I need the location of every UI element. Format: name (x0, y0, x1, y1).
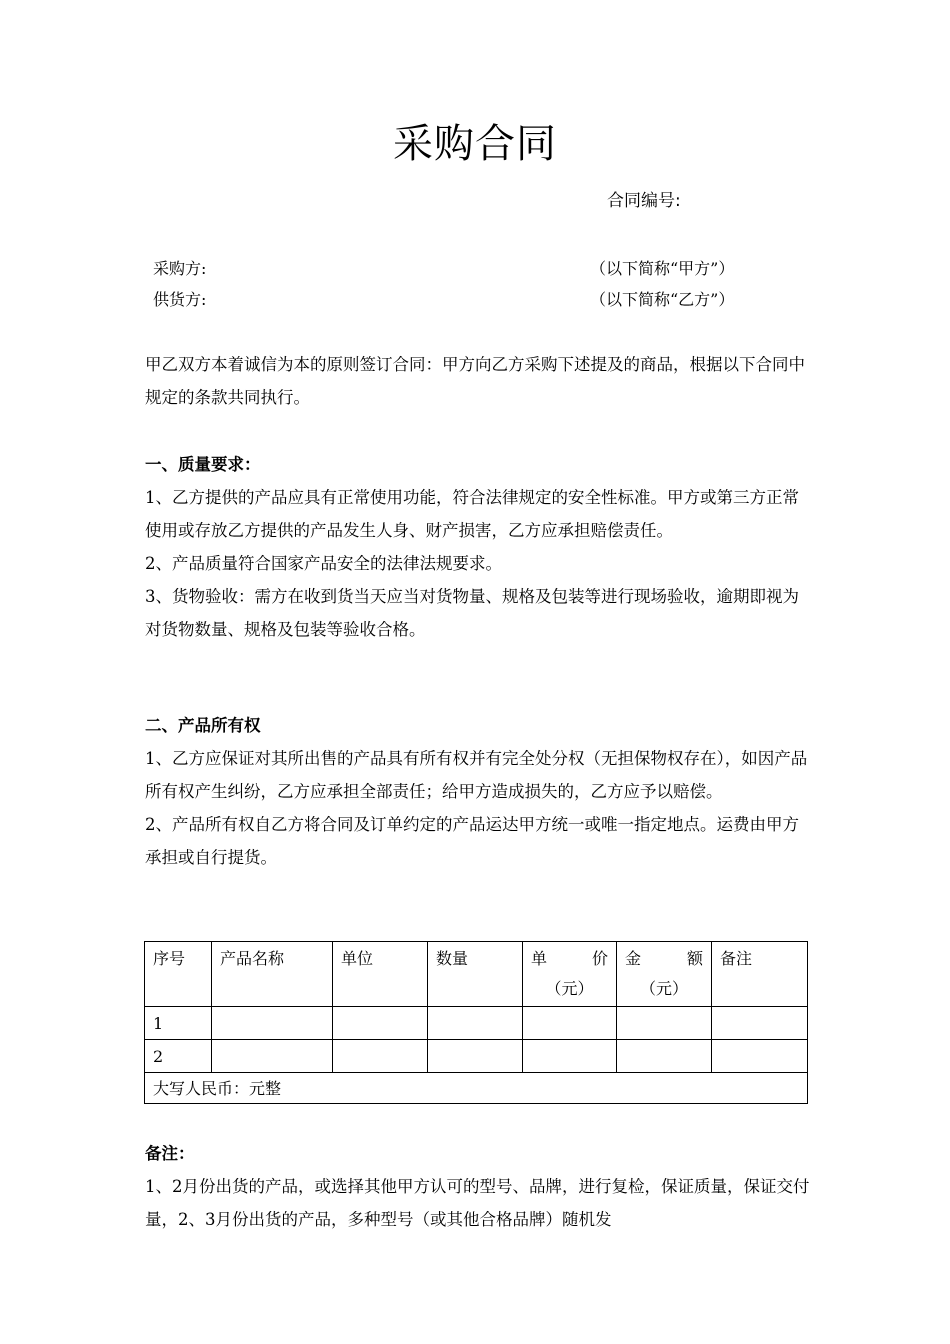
header-seq: 序号 (145, 942, 212, 1007)
supplier-alias: （以下简称“乙方”） (590, 290, 735, 309)
supplier-label: 供货方: (153, 290, 207, 309)
row-seq: 2 (145, 1040, 212, 1073)
row-cell (617, 1040, 712, 1073)
contract-title: 采购合同 (393, 121, 557, 167)
row-cell (333, 1040, 428, 1073)
buyer-alias: （以下简称“甲方”） (590, 259, 735, 278)
section1-body (145, 481, 810, 646)
section2-heading: 二、产品所有权 (145, 716, 261, 735)
header-unit: 单位 (333, 942, 428, 1007)
section2-item: 1、乙方应保证对其所出售的产品具有所有权并有完全处分权（无担保物权存在），如因产品所有权产生纠纷，乙方应承担全部责任；给甲方造成损失的，乙方应予以赔偿。 (145, 749, 808, 801)
section1-item: 2、产品质量符合国家产品安全的法律法规要求。 (145, 554, 502, 573)
header-amount: 金 额 （元） (617, 942, 712, 1007)
section2-body (145, 742, 810, 874)
row-cell (712, 1040, 808, 1073)
notes-body (145, 1170, 810, 1236)
buyer-line (153, 256, 773, 282)
supplier-line (153, 287, 773, 313)
section1-item: 1、乙方提供的产品应具有正常使用功能，符合法律规定的安全性标准。甲方或第三方正常使用或存放乙方提供的产品发生人身、财产损害，乙方应承担赔偿责任。 (145, 488, 799, 540)
table-row (145, 1040, 808, 1073)
table-total-row (145, 1073, 808, 1104)
row-cell (428, 1040, 523, 1073)
table-header-row (145, 942, 808, 1007)
goods-table (144, 941, 808, 1104)
header-remark: 备注 (712, 942, 808, 1007)
row-cell (523, 1007, 617, 1040)
notes-heading: 备注： (145, 1144, 195, 1163)
header-unit-price: 单 价 （元） (523, 942, 617, 1007)
total-amount-label: 大写人民币：元整 (145, 1073, 808, 1104)
row-seq: 1 (145, 1007, 212, 1040)
row-cell (712, 1007, 808, 1040)
row-cell (212, 1040, 333, 1073)
section1-heading: 一、质量要求： (145, 455, 261, 474)
section2-item: 2、产品所有权自乙方将合同及订单约定的产品运达甲方统一或唯一指定地点。运费由甲方承担或自行提货。 (145, 815, 799, 867)
intro-paragraph: 甲乙双方本着诚信为本的原则签订合同：甲方向乙方采购下述提及的商品，根据以下合同中规定的条款共同执行。 (145, 355, 805, 407)
buyer-label: 采购方: (153, 259, 207, 278)
row-cell (333, 1007, 428, 1040)
contract-number-label: 合同编号: (607, 191, 681, 211)
header-quantity: 数量 (428, 942, 523, 1007)
table-row (145, 1007, 808, 1040)
section1-item: 3、货物验收：需方在收到货当天应当对货物量、规格及包装等进行现场验收，逾期即视为对货物数量、规格及包装等验收合格。 (145, 587, 799, 639)
header-product-name: 产品名称 (212, 942, 333, 1007)
row-cell (212, 1007, 333, 1040)
notes-text: 1、2月份出货的产品，或选择其他甲方认可的型号、品牌，进行复检，保证质量，保证交付量，2、3月份出货的产品，多种型号（或其他合格品牌）随机发 (145, 1177, 810, 1229)
row-cell (617, 1007, 712, 1040)
row-cell (428, 1007, 523, 1040)
row-cell (523, 1040, 617, 1073)
